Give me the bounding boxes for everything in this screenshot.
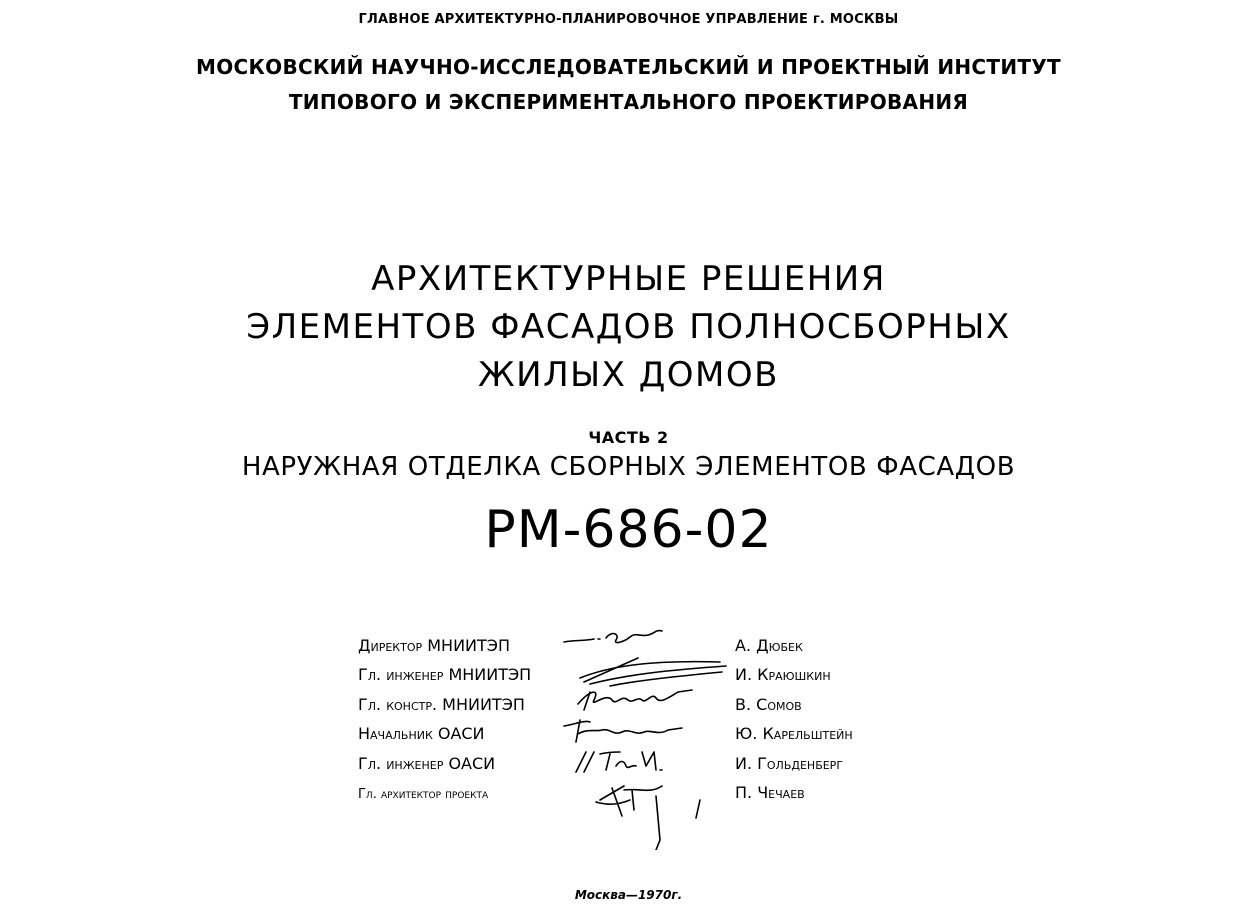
handwritten-signatures	[550, 620, 740, 850]
document-title-line2: ЭЛЕМЕНТОВ ФАСАДОВ ПОЛНОСБОРНЫХ	[246, 307, 1011, 347]
signatory-org: МНИИТЭП	[427, 636, 510, 655]
signatory-name: В. Сомов	[735, 694, 802, 714]
signature-chief-designer	[578, 690, 692, 704]
signatory-post	[358, 660, 573, 689]
signatory-name: И. Краюшкин	[735, 665, 831, 685]
signatory-post	[358, 778, 573, 809]
signature-chief-engineer	[580, 658, 726, 686]
signatory-name: П. Чечаев	[735, 782, 805, 802]
signature-director	[564, 631, 662, 643]
signature-head-oasi	[564, 720, 682, 742]
part-label: ЧАСТЬ 2	[588, 428, 669, 447]
signatory-post	[358, 719, 573, 748]
ministry-heading: ГЛАВНОЕ АРХИТЕКТУРНО-ПЛАНИРОВОЧНОЕ УПРАВЛЕНИЕ г. МОСКВЫ	[358, 12, 899, 27]
part-title: НАРУЖНАЯ ОТДЕЛКА СБОРНЫХ ЭЛЕМЕНТОВ ФАСАДОВ	[241, 452, 1016, 482]
signatory-org: ОАСИ	[437, 724, 485, 744]
document-title-line1: АРХИТЕКТУРНЫЕ РЕШЕНИЯ	[371, 259, 886, 299]
city-year: Москва—1970г.	[574, 888, 683, 902]
signature-chief-engineer-oasi	[576, 752, 662, 772]
signatory-post	[358, 690, 573, 719]
signatory-name: Ю. Карельштейн	[735, 724, 853, 744]
signatory-post	[358, 631, 573, 660]
institute-name-line1: МОСКОВСКИЙ НАУЧНО-ИССЛЕДОВАТЕЛЬСКИЙ И ПРОЕКТНЫЙ ИНСТИТУТ	[196, 55, 1061, 79]
signatory-title: Начальник	[358, 724, 433, 744]
signatory-org: ОАСИ	[448, 753, 496, 773]
signatory-title: Директор	[358, 636, 423, 655]
institute-name-line2: ТИПОВОГО И ЭКСПЕРИМЕНТАЛЬНОГО ПРОЕКТИРОВАНИЯ	[288, 90, 969, 114]
signatory-org: МНИИТЭП	[442, 694, 525, 714]
signatory-org: МНИИТЭП	[448, 665, 532, 685]
document-title-line3: ЖИЛЫХ ДОМОВ	[478, 355, 779, 395]
signatory-name: И. Гольденберг	[735, 753, 844, 773]
signatory-title: Гл. архитектор проекта	[358, 786, 489, 802]
document-code: РМ-686-02	[484, 500, 773, 560]
signatory-post	[358, 749, 573, 778]
signatory-title: Гл. инженер	[358, 665, 444, 685]
signature-chief-architect	[596, 786, 700, 850]
signatory-title: Гл. инженер	[358, 753, 444, 773]
signatory-name: А. Дюбек	[735, 636, 803, 655]
signatory-title: Гл. констр.	[358, 694, 438, 714]
